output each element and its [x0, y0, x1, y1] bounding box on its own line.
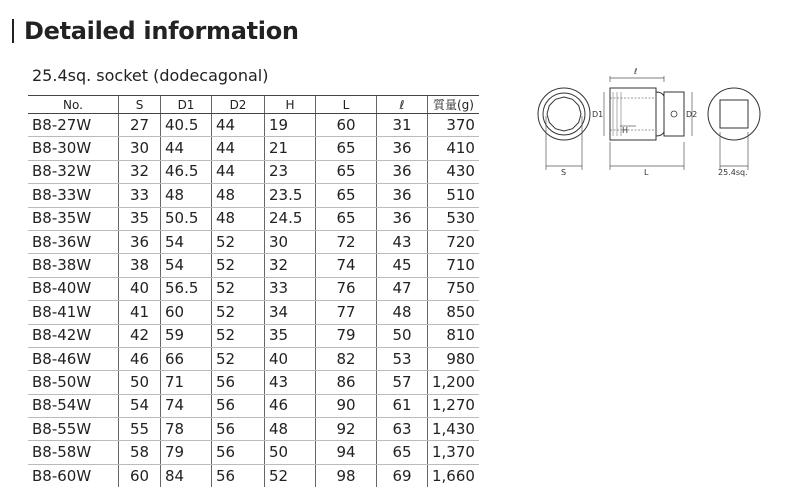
cell-s: 40	[119, 277, 161, 300]
cell-d1: 78	[161, 418, 212, 441]
table-row	[28, 184, 479, 207]
cell-h: 32	[265, 254, 316, 277]
cell-no: B8-60W	[32, 466, 92, 485]
cell-no: B8-40W	[28, 277, 119, 300]
cell-no: B8-38W	[28, 254, 119, 277]
dim-label-drive: 25.4sq.	[718, 168, 748, 177]
cell-s: 35	[119, 207, 161, 230]
cell-no: B8-32W	[28, 160, 119, 183]
cell-d2: 52	[212, 230, 265, 253]
cell-d1: 46.5	[161, 160, 212, 183]
cell-l: 79	[316, 324, 377, 347]
cell-s: 60	[119, 464, 161, 487]
section-heading	[12, 14, 299, 48]
cell-no: B8-41W	[28, 301, 119, 324]
cell-d1: 54	[161, 230, 212, 253]
cell-mass: 1,200	[428, 371, 479, 394]
cell-mass: 980	[428, 347, 479, 370]
cell-ell: 43	[377, 230, 428, 253]
cell-d2: 52	[212, 301, 265, 324]
table-row	[28, 230, 479, 253]
dim-label-d2: D2	[686, 110, 698, 119]
cell-d2: 44	[212, 160, 265, 183]
cell-ell: 36	[377, 137, 428, 160]
cell-no: B8-46W	[28, 347, 119, 370]
cell-ell: 48	[377, 301, 428, 324]
cell-d1: 84	[161, 464, 212, 487]
cell-d2: 52	[212, 254, 265, 277]
cell-h: 48	[265, 418, 316, 441]
cell-l: 94	[316, 441, 377, 464]
cell-l: 72	[316, 230, 377, 253]
cell-no: B8-55W	[28, 418, 119, 441]
cell-mass: 430	[428, 160, 479, 183]
cell-d2: 48	[212, 207, 265, 230]
table-row	[28, 207, 479, 230]
cell-h: 43	[265, 371, 316, 394]
cell-l: 65	[316, 160, 377, 183]
cell-d2: 52	[212, 277, 265, 300]
cell-h: 23.5	[265, 184, 316, 207]
cell-no: B8-27W	[28, 114, 119, 137]
cell-d1: 60	[161, 301, 212, 324]
page-title: Detailed information	[24, 17, 299, 45]
cell-d1: 74	[161, 394, 212, 417]
spec-table	[28, 95, 479, 487]
cell-ell: 53	[377, 347, 428, 370]
cell-h: 19	[265, 114, 316, 137]
socket-drive-view	[708, 88, 760, 170]
table-row	[28, 394, 479, 417]
table-row	[28, 324, 479, 347]
table-row	[28, 371, 479, 394]
cell-ell: 69	[377, 464, 428, 487]
cell-l: 86	[316, 371, 377, 394]
cell-no: B8-33W	[28, 184, 119, 207]
cell-no: B8-50W	[28, 371, 119, 394]
cell-mass: 510	[428, 184, 479, 207]
cell-mass: 1,660	[428, 464, 479, 487]
cell-l: 90	[316, 394, 377, 417]
cell-ell: 57	[377, 371, 428, 394]
cell-mass: 1,430	[428, 418, 479, 441]
cell-mass: 720	[428, 230, 479, 253]
cell-ell: 36	[377, 160, 428, 183]
heading-accent-bar	[12, 19, 14, 43]
cell-h: 40	[265, 347, 316, 370]
socket-dimension-diagram	[528, 62, 768, 182]
socket-front-view	[538, 88, 590, 170]
cell-d2: 52	[212, 347, 265, 370]
cell-s: 50	[119, 371, 161, 394]
cell-mass: 710	[428, 254, 479, 277]
cell-s: 27	[119, 114, 161, 137]
cell-d2: 44	[212, 137, 265, 160]
cell-d1: 66	[161, 347, 212, 370]
cell-d1: 50.5	[161, 207, 212, 230]
cell-l: 60	[316, 114, 377, 137]
table-row	[28, 254, 479, 277]
cell-s: 36	[119, 230, 161, 253]
cell-no: B8-30W	[28, 137, 119, 160]
cell-h: 24.5	[265, 207, 316, 230]
cell-mass: 850	[428, 301, 479, 324]
cell-l: 65	[316, 137, 377, 160]
cell-no: B8-58W	[28, 441, 119, 464]
cell-l: 98	[316, 464, 377, 487]
cell-ell: 47	[377, 277, 428, 300]
cell-h: 30	[265, 230, 316, 253]
cell-d1: 48	[161, 184, 212, 207]
cell-d1: 56.5	[161, 277, 212, 300]
cell-mass: 810	[428, 324, 479, 347]
cell-s: 55	[119, 418, 161, 441]
table-row	[28, 464, 479, 487]
cell-d2: 44	[212, 114, 265, 137]
table-row	[28, 347, 479, 370]
table-row	[28, 301, 479, 324]
cell-mass: 530	[428, 207, 479, 230]
cell-s: 32	[119, 160, 161, 183]
cell-l: 82	[316, 347, 377, 370]
dim-label-d1: D1	[592, 110, 604, 119]
column-header-no: No.	[28, 96, 119, 114]
column-header-d2: D2	[212, 96, 265, 114]
cell-s: 42	[119, 324, 161, 347]
table-row	[28, 137, 479, 160]
table-header-row	[28, 96, 479, 114]
cell-d2: 56	[212, 418, 265, 441]
cell-h: 34	[265, 301, 316, 324]
column-header-mass: 質量(g)	[428, 96, 479, 114]
cell-no: B8-36W	[28, 230, 119, 253]
cell-h: 35	[265, 324, 316, 347]
cell-s: 38	[119, 254, 161, 277]
dim-label-ell: ℓ	[634, 67, 638, 76]
cell-d1: 71	[161, 371, 212, 394]
cell-d1: 44	[161, 137, 212, 160]
cell-h: 33	[265, 277, 316, 300]
cell-h: 52	[265, 464, 316, 487]
table-row	[28, 441, 479, 464]
cell-l: 74	[316, 254, 377, 277]
cell-no: B8-35W	[28, 207, 119, 230]
cell-ell: 65	[377, 441, 428, 464]
cell-ell: 61	[377, 394, 428, 417]
cell-ell: 63	[377, 418, 428, 441]
cell-l: 65	[316, 184, 377, 207]
cell-l: 65	[316, 207, 377, 230]
cell-mass: 1,370	[428, 441, 479, 464]
table-subtitle: 25.4sq. socket (dodecagonal)	[32, 66, 269, 85]
cell-ell: 31	[377, 114, 428, 137]
cell-ell: 36	[377, 207, 428, 230]
column-header-ell: ℓ	[377, 96, 428, 114]
cell-ell: 45	[377, 254, 428, 277]
cell-s: 58	[119, 441, 161, 464]
cell-d1: 40.5	[161, 114, 212, 137]
table-row	[28, 277, 479, 300]
table-row	[28, 418, 479, 441]
column-header-d1: D1	[161, 96, 212, 114]
cell-d2: 48	[212, 184, 265, 207]
table-row	[28, 160, 479, 183]
table-row	[28, 114, 479, 137]
cell-s: 33	[119, 184, 161, 207]
cell-d2: 52	[212, 324, 265, 347]
cell-ell: 50	[377, 324, 428, 347]
cell-no: B8-54W	[28, 394, 119, 417]
cell-d2: 56	[212, 441, 265, 464]
cell-mass: 410	[428, 137, 479, 160]
cell-s: 54	[119, 394, 161, 417]
cell-d1: 54	[161, 254, 212, 277]
cell-ell: 36	[377, 184, 428, 207]
column-header-h: H	[265, 96, 316, 114]
cell-h: 50	[265, 441, 316, 464]
cell-no: B8-42W	[28, 324, 119, 347]
column-header-l: L	[316, 96, 377, 114]
socket-side-view	[604, 76, 692, 170]
cell-d1: 79	[161, 441, 212, 464]
cell-h: 23	[265, 160, 316, 183]
cell-s: 41	[119, 301, 161, 324]
cell-s: 30	[119, 137, 161, 160]
dim-label-h: H	[622, 126, 629, 135]
cell-d2: 56	[212, 394, 265, 417]
column-header-s: S	[119, 96, 161, 114]
cell-mass: 750	[428, 277, 479, 300]
cell-l: 77	[316, 301, 377, 324]
cell-l: 92	[316, 418, 377, 441]
dim-label-s: S	[561, 168, 567, 177]
cell-mass: 1,270	[428, 394, 479, 417]
table-body	[28, 114, 479, 488]
cell-d2: 56	[212, 371, 265, 394]
dim-label-l: L	[644, 168, 649, 177]
cell-s: 46	[119, 347, 161, 370]
cell-h: 46	[265, 394, 316, 417]
cell-d2: 56	[212, 464, 265, 487]
cell-mass: 370	[428, 114, 479, 137]
cell-l: 76	[316, 277, 377, 300]
cell-d1: 59	[161, 324, 212, 347]
cell-h: 21	[265, 137, 316, 160]
